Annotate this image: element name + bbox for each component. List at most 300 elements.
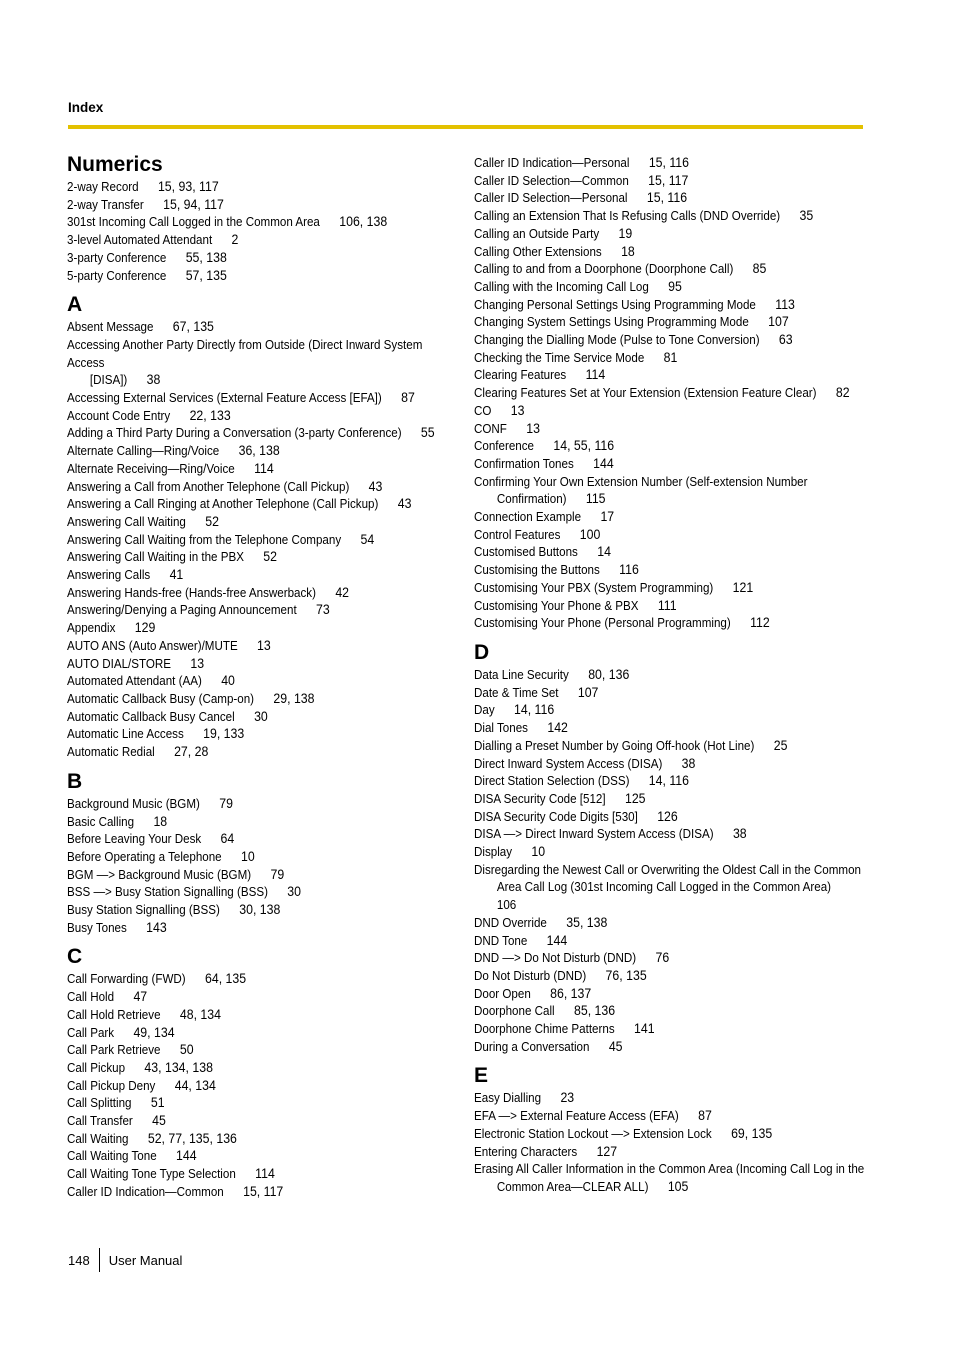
index-pages: 51 [150,1094,165,1111]
index-entry [474,543,868,561]
index-entry [67,1130,461,1148]
index-pages: 67, 135 [172,318,214,335]
index-term: Door Open [474,985,531,1001]
index-entry [474,755,868,773]
index-pages: 64, 135 [205,970,247,987]
index-pages: 42 [335,583,350,600]
index-entry [67,548,461,566]
index-term: Call Hold Retrieve [67,1006,161,1022]
index-term: Answering Call Waiting in the PBX [67,549,244,565]
index-entry [474,914,868,932]
index-entry [474,1038,868,1056]
index-term: Call Pickup [67,1059,126,1075]
index-pages: 14, 116 [513,701,555,718]
index-entry [67,743,461,761]
index-term: Adding a Third Party During a Conversation (3-party Conference) [67,425,402,441]
index-term: Erasing All Caller Information in the Common Area (Incoming Call Log in the [474,1161,865,1177]
page-number: 148 [68,1252,90,1268]
index-entry [474,1107,868,1125]
index-term: Account Code Entry [67,407,171,423]
index-pages: 107 [768,313,789,330]
index-term: Customising Your PBX (System Programming) [474,579,714,595]
index-term: Caller ID Selection—Common [474,172,629,188]
index-entry [474,1002,868,1020]
index-pages: 15, 116 [648,154,690,170]
index-entry [474,1125,868,1143]
index-entry [474,737,868,755]
index-entry [474,349,868,367]
index-pages: 13 [510,401,525,418]
index-pages: 38 [146,371,161,388]
index-entry [67,1024,461,1042]
index-entry [67,813,461,831]
index-entry [474,508,868,526]
index-term: Call Forwarding (FWD) [67,971,186,987]
index-pages: 38 [732,825,747,842]
index-entry [474,366,868,384]
index-entry [67,460,461,478]
index-term: Call Waiting Tone [67,1148,157,1164]
index-entry [67,1006,461,1024]
index-pages: 144 [593,454,614,471]
index-term: Date & Time Set [474,684,559,700]
index-term-continuation [67,371,461,389]
index-term: BGM —> Background Music (BGM) [67,866,252,882]
index-term: Data Line Security [474,666,569,682]
index-entry [67,690,461,708]
index-pages: 76 [655,949,670,966]
index-pages: 25 [773,736,788,753]
index-pages: 54 [360,530,375,547]
index-entry [67,655,461,673]
index-term: Automated Attendant (AA) [67,673,202,689]
index-term: DISA Security Code [512] [474,790,606,806]
index-term: DND Tone [474,932,528,948]
index-term: Call Splitting [67,1095,132,1111]
index-pages: 43 [397,495,412,512]
manual-title: User Manual [108,1252,183,1268]
index-entry [474,932,868,950]
index-entry [474,526,868,544]
index-term: CO [474,402,492,418]
index-entry [474,1143,868,1161]
index-term: Doorphone Chime Patterns [474,1021,615,1037]
index-entry [67,848,461,866]
index-pages: 79 [219,794,233,811]
index-pages: 127 [596,1142,618,1159]
index-term: Call Park Retrieve [67,1042,161,1058]
index-term: Call Waiting Tone Type Selection [67,1166,236,1182]
index-pages: 13 [190,654,205,671]
index-term: 2-way Transfer [67,196,144,212]
index-term: Customised Buttons [474,544,578,560]
index-entry [67,601,461,619]
index-term-continuation [474,490,868,508]
index-entry [474,614,868,632]
index-pages: 23 [560,1089,575,1106]
index-entry [474,772,868,790]
index-term: Clearing Features [474,367,567,383]
index-pages: 48, 134 [179,1005,221,1022]
index-pages: 19 [618,224,633,241]
index-pages: 30 [254,707,268,724]
index-pages: 17 [600,508,615,525]
section-heading: D [474,640,490,664]
index-pages: 86, 137 [550,984,592,1001]
index-term: Automatic Line Access [67,726,184,742]
index-entry [67,901,461,919]
index-term: AUTO DIAL/STORE [67,655,172,671]
index-entry [67,424,461,442]
index-entry [474,172,868,190]
index-term: 2-way Record [67,179,139,194]
index-pages: 81 [663,348,678,365]
index-entry [474,949,868,967]
index-term: Changing System Settings Using Programming Mode [474,314,749,330]
index-entry [67,336,461,389]
index-term: Electronic Station Lockout —> Extension Lock [474,1125,712,1141]
index-term: Confirming Your Own Extension Number (Self-extension Number [474,473,808,489]
index-entry [67,883,461,901]
index-entry [67,566,461,584]
index-pages: 22, 133 [189,406,231,423]
index-pages: 52 [263,548,278,565]
index-pages: 45 [152,1112,166,1129]
index-term: CONF [474,420,507,436]
index-entry [67,1094,461,1112]
index-pages: 50 [179,1041,194,1058]
index-entry [474,402,868,420]
index-pages: 106, 138 [339,213,388,230]
index-entry [67,725,461,743]
page-footer [68,1248,182,1272]
index-term: AUTO ANS (Auto Answer)/MUTE [67,637,238,653]
index-entry [67,231,461,249]
index-term: Do Not Disturb (DND) [474,967,587,983]
index-entry [474,985,868,1003]
index-term: Connection Example [474,509,582,525]
index-pages: 15, 93, 117 [157,178,219,194]
index-entry [67,637,461,655]
index-entry [67,267,461,285]
index-entry [474,967,868,985]
index-pages: 105 [667,1177,689,1194]
index-term: Busy Tones [67,919,127,935]
index-term: 5-party Conference [67,267,167,283]
index-pages: 87 [698,1107,712,1124]
index-entry [67,619,461,637]
index-term: 3-level Automated Attendant [67,232,213,248]
index-pages: 52, 77, 135, 136 [147,1129,237,1146]
index-term: DND —> Do Not Disturb (DND) [474,950,637,966]
index-entry [67,970,461,988]
index-entry [474,296,868,314]
index-entry [474,437,868,455]
index-pages: 35 [799,207,814,224]
index-pages: 27, 28 [174,743,209,760]
index-pages: 112 [750,614,770,631]
index-pages: 121 [732,578,754,595]
index-pages: 114 [255,1165,275,1182]
index-term: Answering Calls [67,567,151,583]
index-pages: 126 [657,807,678,824]
index-entry [67,478,461,496]
index-term: Answering a Call Ringing at Another Telephone (Call Pickup) [67,496,379,512]
index-entry [474,825,868,843]
index-pages: 35, 138 [566,913,608,930]
index-term: Customising Your Phone & PBX [474,597,639,613]
index-term: Disregarding the Newest Call or Overwriting the Oldest Call in the Common [474,861,861,877]
index-entry [67,531,461,549]
index-pages: 141 [633,1020,655,1037]
index-entry [474,1160,868,1195]
index-entry [67,407,461,425]
index-term: Alternate Receiving—Ring/Voice [67,460,235,476]
index-term-continuation [474,1178,868,1196]
index-pages: 87 [401,389,415,406]
index-entry [67,1165,461,1183]
index-term: DND Override [474,914,547,930]
section-heading: C [67,945,83,969]
index-term: Caller ID Indication—Personal [474,155,630,170]
index-entry [67,988,461,1006]
index-entry [67,919,461,937]
index-entry [67,249,461,267]
index-entry [474,597,868,615]
index-term: During a Conversation [474,1038,590,1054]
section-heading: Numerics [67,153,163,176]
index-term: 3-party Conference [67,249,167,265]
index-term: Caller ID Selection—Personal [474,190,628,206]
index-term: Checking the Time Service Mode [474,349,645,365]
index-entry [474,684,868,702]
index-term: Automatic Callback Busy (Camp-on) [67,690,255,706]
index-entry [67,442,461,460]
index-entry [67,584,461,602]
index-column-right [474,154,866,1196]
index-entry [67,1183,461,1201]
index-term: Call Park [67,1024,115,1040]
index-pages: 80, 136 [588,665,630,682]
index-entry [67,196,461,214]
index-pages: 10 [531,843,546,860]
index-pages: 64 [220,830,235,847]
index-entry [474,420,868,438]
index-term: Calling an Outside Party [474,225,600,241]
index-term: Customising Your Phone (Personal Programming) [474,615,731,631]
index-entry [67,1077,461,1095]
index-pages: 45 [608,1037,623,1054]
index-pages: 107 [577,683,599,700]
index-pages: 13 [257,636,271,653]
index-entry [474,1020,868,1038]
index-entry [474,861,868,914]
index-term: Day [474,702,495,718]
index-pages: 76, 135 [605,966,647,983]
index-pages: 85 [752,260,767,277]
index-term: Alternate Calling—Ring/Voice [67,443,220,459]
index-pages: 14 [597,543,611,560]
index-entry [67,830,461,848]
index-term: Conference [474,438,535,454]
index-entry [474,473,868,508]
index-term: Changing Personal Settings Using Programming Mode [474,296,756,312]
index-term: Doorphone Call [474,1003,555,1019]
index-pages: 41 [169,566,184,583]
index-term: 301st Incoming Call Logged in the Common Area [67,214,320,230]
index-entry [474,1089,868,1107]
index-pages: 40 [221,672,235,689]
index-term: Busy Station Signalling (BSS) [67,902,220,918]
index-term: Entering Characters [474,1143,578,1159]
index-term: Direct Inward System Access (DISA) [474,755,663,771]
index-entry [474,843,868,861]
index-entry [67,178,461,196]
index-term: Answering a Call from Another Telephone (Call Pickup) [67,478,350,494]
index-entry [67,389,461,407]
index-pages: 116 [619,561,639,578]
index-term: Before Operating a Telephone [67,848,222,864]
index-term: Accessing Another Party Directly from Outside (Direct Inward System Access [67,336,423,370]
index-term: Call Transfer [67,1113,133,1129]
index-pages: 18 [153,812,168,829]
index-pages: 111 [657,596,677,613]
index-entry [474,189,868,207]
index-term: Automatic Callback Busy Cancel [67,708,235,724]
index-pages: 47 [133,988,148,1005]
index-entry [67,495,461,513]
index-term: Absent Message [67,319,154,335]
index-entry [67,213,461,231]
index-term: Calling to and from a Doorphone (Doorphone Call) [474,261,734,277]
running-header: Index [68,100,104,115]
index-term: Control Features [474,526,561,542]
index-pages: 57, 135 [185,266,227,283]
index-pages: 36, 138 [238,442,280,459]
index-pages: 125 [624,789,646,806]
index-term: Accessing External Services (External Feature Access [EFA]) [67,390,382,406]
index-term: Answering Hands-free (Hands-free Answerback) [67,584,316,600]
index-entry [474,243,868,261]
index-term: Call Pickup Deny [67,1077,156,1093]
index-pages: 14, 116 [648,772,689,789]
index-entry [67,1147,461,1165]
index-term: Calling Other Extensions [474,243,602,259]
index-entry [67,318,461,336]
index-term: Answering/Denying a Paging Announcement [67,602,297,618]
index-entry [474,666,868,684]
index-pages: 43 [368,477,383,494]
index-pages: 69, 135 [731,1124,773,1141]
index-term: Call Hold [67,989,115,1005]
index-pages: 63 [778,331,793,348]
index-term: DISA —> Direct Inward System Access (DISA) [474,826,714,842]
index-pages: 85, 136 [574,1002,616,1019]
index-term: Basic Calling [67,813,135,829]
index-pages: 113 [775,295,795,312]
index-pages: 115 [585,490,606,507]
section-heading: E [474,1064,489,1088]
index-pages: 143 [146,918,167,935]
index-pages: 13 [526,419,540,436]
index-entry [474,701,868,719]
index-pages: 30 [287,883,301,900]
index-entry [67,795,461,813]
index-term: Clearing Features Set at Your Extension (Extension Feature Clear) [474,385,817,401]
index-term: Caller ID Indication—Common [67,1183,224,1199]
index-term: Dialling a Preset Number by Going Off-hook (Hot Line) [474,737,755,753]
index-pages: 10 [240,847,255,864]
index-entry [67,1112,461,1130]
index-term-continuation-text: Area Call Log (301st Incoming Call Logged in the Common Area) [496,879,832,895]
index-pages: 15, 117 [648,171,689,188]
index-pages: 55 [420,424,435,441]
index-entry [67,1059,461,1077]
index-pages: 19, 133 [203,725,245,742]
index-term: Appendix [67,620,116,636]
index-entry [67,1041,461,1059]
index-pages: 73 [316,601,330,618]
index-term: Dial Tones [474,720,528,736]
index-pages: 144 [176,1147,197,1164]
index-entry [474,278,868,296]
index-pages: 15, 117 [243,1182,284,1199]
index-entry [474,455,868,473]
index-entry [67,672,461,690]
index-pages: 142 [547,719,568,736]
index-term: Changing the Dialling Mode (Pulse to Tone Conversion) [474,332,760,348]
index-pages: 52 [205,512,219,529]
index-term-continuation-text: [DISA]) [89,372,128,388]
index-term: Direct Station Selection (DSS) [474,773,630,789]
index-entry [474,561,868,579]
index-pages: 49, 134 [133,1023,175,1040]
index-pages: 100 [579,525,601,542]
section-heading: B [67,769,83,793]
index-pages: 29, 138 [273,689,315,706]
index-term: Before Leaving Your Desk [67,831,202,847]
index-term: Answering Call Waiting from the Telephone Company [67,531,342,547]
index-entry [474,225,868,243]
index-pages: 129 [134,619,156,636]
header-rule [68,125,863,129]
index-entry [474,719,868,737]
index-column-left [67,152,459,1201]
index-pages: 114 [254,459,274,476]
index-term: Call Waiting [67,1130,129,1146]
index-entry [67,513,461,531]
index-term: Calling an Extension That Is Refusing Calls (DND Override) [474,208,781,224]
index-entry [474,207,868,225]
index-term: Automatic Redial [67,744,155,760]
index-term: Customising the Buttons [474,562,600,578]
index-term: Display [474,844,513,860]
footer-divider [99,1248,100,1272]
index-term: Confirmation Tones [474,455,574,471]
index-entry [474,260,868,278]
index-pages: 2 [231,231,239,248]
index-entry [67,708,461,726]
index-pages: 38 [681,754,696,771]
index-pages: 144 [546,931,568,948]
index-entry [474,154,868,172]
index-pages: 55, 138 [185,248,227,265]
index-pages: 106 [496,897,517,913]
index-entry [474,384,868,402]
index-pages: 14, 55, 116 [553,437,615,454]
index-term-continuation-text: Confirmation) [496,491,567,507]
index-pages: 30, 138 [239,901,281,918]
